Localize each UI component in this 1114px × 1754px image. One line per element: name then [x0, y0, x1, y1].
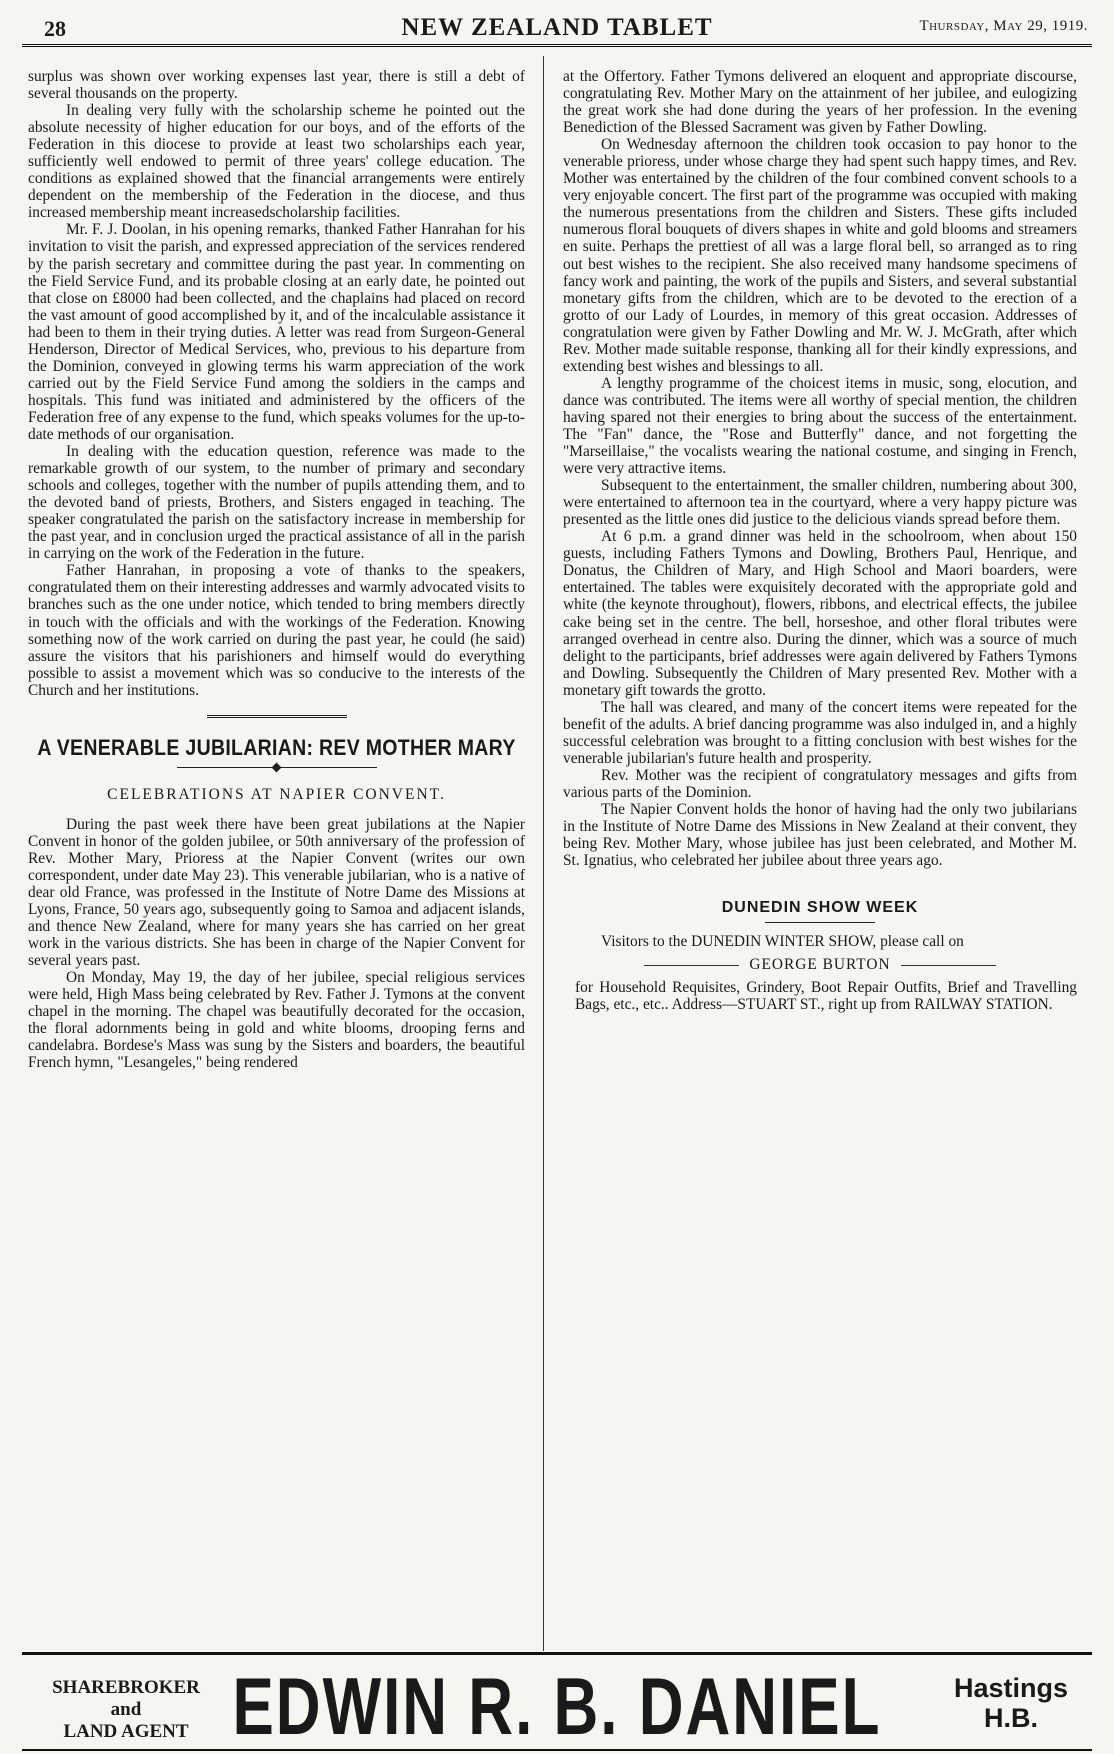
newspaper-title: NEW ZEALAND TABLET	[401, 14, 713, 41]
masthead	[22, 8, 1092, 47]
footer-rule	[22, 1749, 1092, 1751]
section-divider	[207, 715, 347, 718]
paragraph: at the Offertory. Father Tymons delivered an eloquent and appropriate discourse, congratulating Rev. Mother Mary on the attainment of her jubilee, and eulogizing the great work she had done during the years of her profession. In the evening Benediction of the Blessed Sacrament was given by Father Dowling.	[563, 68, 1077, 137]
ad-business-name-text: GEORGE BURTON	[749, 956, 891, 974]
ad-body: for Household Requisites, Grindery, Boot Repair Outfits, Brief and Travelling Bags, etc., etc.. Address—STUART ST., right up from RAILWAY STATION.	[575, 979, 1077, 1014]
article-paragraph: On Monday, May 19, the day of her jubilee, special religious services were held, High Mass being celebrated by Rev. Father J. Tymons at the convent chapel in the morning. The chapel was beautifully decorated for the occasion, the floral adornments being in gold and white blooms, drooping ferns and candelabra. Bordese's Mass was sung by the Sisters and boarders, the beautiful French hymn, "Lesangeles," being rendered	[28, 969, 525, 1072]
paragraph: surplus was shown over working expenses last year, there is still a debt of several thousands on the property.	[28, 68, 525, 103]
ad-title: DUNEDIN SHOW WEEK	[721, 899, 919, 917]
diamond-rule-ornament	[177, 762, 377, 774]
footer-banner	[22, 1652, 1092, 1752]
paragraph: Rev. Mother was the recipient of congratulatory messages and gifts from various parts of the Dominion.	[563, 766, 1077, 801]
paragraph: At 6 p.m. a grand dinner was held in the schoolroom, when about 150 guests, including Fathers Tymons and Dowling, Brothers Paul, Henrique, and Donatus, the Children of Mary, and High School and Maori boarders, were entertained. The tables were exquisitely decorated with the appropriate gold and white (the keynote throughout), flowers, ribbons, and electrical effects, the jubilee cake being set in the centre. The bell, horseshoe, and other floral tributes were arranged overhead in centre also. During the dinner, which was a source of much delight to the participants, brief addresses were again delivered by Fathers Tymons and Dowling. Subsequently the Children of Mary presented Rev. Mother with a monetary gift towards the grotto.	[563, 528, 1077, 699]
ad-intro: Visitors to the DUNEDIN WINTER SHOW, please call on	[601, 933, 964, 951]
ad-rule	[765, 922, 875, 923]
footer-advertiser-name: EDWIN R. B. DANIEL	[232, 1662, 882, 1752]
right-column	[563, 68, 1077, 1013]
paragraph: The Napier Convent holds the honor of having had the only two jubilarians in the Institute of Notre Dame des Missions in New Zealand at their convent, they being Rev. Mother Mary, whose jubilee has just been celebrated, and Mother M. St. Ignatius, who celebrated her jubilee about three years ago.	[563, 801, 1077, 870]
ad-business-name	[563, 956, 1077, 973]
footer-location	[946, 1673, 1076, 1733]
paragraph: Mr. F. J. Doolan, in his opening remarks, thanked Father Hanrahan for his invitation to visit the parish, and expressed appreciation of the services rendered by the parish secretary and committee during the past year. In commenting on the Field Service Fund, and its probable closing at an early date, he pointed out that close on £8000 had been collected, and the chaplains had placed on record the vast amount of good accomplished by it, and of the incalculable assistance it had been to them in their trying duties. A letter was read from Surgeon-General Henderson, Director of Medical Services, who, previous to his departure from the Dominion, conveyed in glowing terms his warm appreciation of the work carried out by the Field Service Fund among the soldiers in the camps and hospitals. This fund was initiated and administered by the officers of the Federation free of any expense to the fund, which speaks volumes for the up-to-date methods of our organisation.	[28, 221, 525, 443]
page-number: 28	[44, 16, 66, 41]
column-divider	[543, 56, 544, 1651]
footer-right-line: Hastings	[953, 1673, 1069, 1703]
footer-occupation	[36, 1677, 216, 1743]
paragraph: A lengthy programme of the choicest items in music, song, elocution, and dance was contributed. The items were all worthy of special mention, the children having spared not their energies to bring about the success of the entertainment. The "Fan" dance, the "Rose and Butterfly" dance, and not forgetting the "Marseillaise," the vocalists wearing the national costume, and singing in French, were very attractive items.	[563, 374, 1077, 478]
footer-left-line: SHAREBROKER	[52, 1677, 200, 1698]
left-column	[28, 68, 525, 1072]
advertisement	[563, 899, 1077, 1013]
footer-left-line: and	[110, 1699, 142, 1720]
paragraph: The hall was cleared, and many of the concert items were repeated for the benefit of the adults. A brief dancing programme was also indulged in, and a highly successful celebration was brought to a fitting conclusion with best wishes for the venerable jubilarian's future health and prosperity.	[563, 698, 1077, 767]
footer-right-line: H.B.	[984, 1703, 1038, 1733]
paragraph: On Wednesday afternoon the children took occasion to pay honor to the venerable prioress, under whose charge they had spent such happy times, and Rev. Mother was entertained by the children of the four combined convent schools to a very enjoyable concert. The first part of the programme was occupied with making the numerous presentations from the children and Sisters. These gifts included numerous floral bouquets of divers shapes in white and gold blooms and streamers en suite. Perhaps the prettiest of all was a large floral bell, so arranged as to ring out best wishes to the recipient. She also received many handsome specimens of fancy work and painting, the work of the pupils and Sisters, and several substantial monetary gifts from the children, which are to be devoted to the erection of a grotto of our Lady of Lourdes, in memory of this great occasion. Addresses of congratulation were given by Father Dowling and Mr. W. J. McGrath, after which Rev. Mother made suitable response, thanking all for their kindly expressions, and extending best wishes and blessings to all.	[563, 136, 1077, 375]
footer-left-line: LAND AGENT	[63, 1721, 189, 1742]
article-headline: A VENERABLE JUBILARIAN: REV MOTHER MARY	[37, 735, 516, 761]
article-subheadline: CELEBRATIONS AT NAPIER CONVENT.	[107, 785, 446, 803]
paragraph: In dealing with the education question, reference was made to the remarkable growth of our system, to the number of primary and secondary schools and colleges, together with the number of pupils attending them, and to the devoted band of priests, Brothers, and Sisters engaged in teaching. The speaker congratulated the parish on the satisfactory increase in membership for the past year, and in conclusion urged the practical assistance of all in the parish in carrying on the work of the Federation in the future.	[28, 443, 525, 563]
paragraph: Subsequent to the entertainment, the smaller children, numbering about 300, were entertained to afternoon tea in the courtyard, where a very happy picture was presented as the little ones did justice to the delicious viands spread before them.	[563, 477, 1077, 529]
issue-date: Thursday, May 29, 1919.	[919, 18, 1088, 34]
paragraph: In dealing very fully with the scholarship scheme he pointed out the absolute necessity of higher education for our boys, and of the efforts of the Federation in this diocese to provide at least two scholarships each year, sufficiently well endowed to permit of three years' college education. The conditions as explained showed that the financial arrangements were entirely dependent on the membership of the Federation in the diocese, and thus increased membership meant increasedscholarship facilities.	[28, 102, 525, 222]
article-paragraph: During the past week there have been great jubilations at the Napier Convent in honor of the golden jubilee, or 50th anniversary of the profession of Rev. Mother Mary, Prioress at the Napier Convent (writes our own correspondent, under date May 23). This venerable jubilarian, who is a native of dear old France, was professed in the Institute of Notre Dame des Missions at Lyons, France, 50 years ago, subsequently going to Samoa and adjacent islands, and thence New Zealand, where for many years she has carried on her great work in the various districts. She has been in charge of the Napier Convent for several years past.	[28, 815, 525, 970]
paragraph: Father Hanrahan, in proposing a vote of thanks to the speakers, congratulated them on their interesting addresses and warmly advocated visits to branches such as the one under notice, which tended to bring members directly in touch with the officials and with the workings of the Federation. Knowing something now of the work carried on during the past year, he could (he said) assure the visitors that his parishioners and himself would do everything possible to assist a movement which was so conducive to the interests of the Church and her institutions.	[28, 562, 525, 699]
